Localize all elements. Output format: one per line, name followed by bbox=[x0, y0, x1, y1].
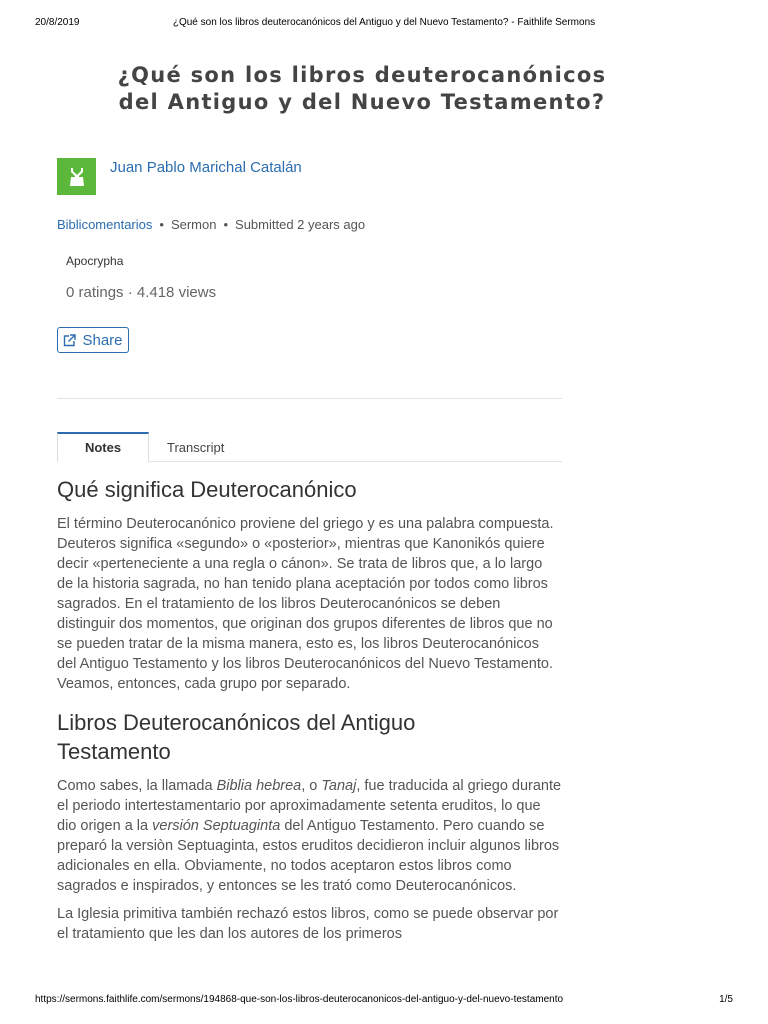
meta-separator: • bbox=[159, 217, 164, 232]
sermon-title bbox=[57, 62, 667, 116]
heading-que-significa: Qué significa Deuterocanónico bbox=[57, 477, 357, 502]
author-avatar[interactable] bbox=[57, 158, 96, 195]
text-run: del Antiguo Testamento. Pero cuando se preparó la versiòn Septuaginta, estos eruditos decidieron incluir algunos libros adicionales en ella. Obviamente, no todos aceptaron estos libros como sagrados e inspirados, y entonces se les trató como Deuterocanónicos. bbox=[57, 818, 560, 894]
section-divider bbox=[57, 398, 562, 399]
category-link[interactable]: Biblicomentarios bbox=[57, 217, 153, 232]
share-icon bbox=[63, 334, 76, 347]
print-date: 20/8/2019 bbox=[35, 17, 80, 28]
meta-separator: • bbox=[223, 217, 229, 232]
italic-text: Biblia hebrea bbox=[216, 778, 302, 794]
print-page-title: ¿Qué son los libros deuterocanónicos del Antiguo y del Nuevo Testamento? - Faithlife Sermons bbox=[172, 17, 596, 28]
print-url: https://sermons.faithlife.com/sermons/194868-que-son-los-libros-deuterocanonicos-del-antiguo-y-del-nuevo-testamento bbox=[35, 994, 564, 1005]
author-name-link[interactable]: Juan Pablo Marichal Catalán bbox=[110, 159, 302, 176]
text-run: , o bbox=[301, 778, 322, 794]
tabs-underline bbox=[148, 461, 562, 462]
heading-antiguo-testamento bbox=[57, 708, 562, 766]
italic-text: Tanaj bbox=[321, 778, 357, 794]
user-icon bbox=[68, 167, 86, 187]
text-run: Como sabes, la llamada bbox=[57, 778, 217, 794]
ratings-views: 0 ratings · 4.418 views bbox=[66, 284, 217, 301]
paragraph-definition: El término Deuterocanónico proviene del griego y es una palabra compuesta. Deuteros significa «segundo» o «posterior», mientras que Kanonikós quiere decir «perteneciente a una regla o cánon». Se trata de libros que, a lo largo de la historia sagrada, no han tenido plana aceptación por todos como libros sagrados. En el tratamiento de los libros Deuterocanónicos se deben distinguir dos momentos, que originan dos grupos diferentes de libros que no se pueden tratar de la misma manera, esto es, los libros Deuterocanónicos del Antiguo Testamento y los libros Deuterocanónicos del Nuevo Testamento. Veamos, entonces, cada grupo por separado. bbox=[57, 516, 554, 692]
share-button[interactable] bbox=[57, 327, 129, 353]
sermon-type: Sermon bbox=[170, 217, 217, 232]
sermon-title-line-2: del Antiguo y del Nuevo Testamento? bbox=[118, 90, 606, 114]
share-label: Share bbox=[82, 331, 123, 349]
submitted-date: Submitted 2 years ago bbox=[235, 217, 366, 232]
italic-text: versión Septuaginta bbox=[152, 818, 281, 834]
content-tabs bbox=[57, 432, 562, 462]
notes-content bbox=[57, 475, 562, 944]
tab-notes[interactable]: Notes bbox=[57, 432, 149, 462]
heading-line-2: Testamento bbox=[57, 739, 171, 764]
heading-line-1: Libros Deuterocanónicos del Antiguo bbox=[57, 710, 416, 735]
topic-tag[interactable]: Apocrypha bbox=[66, 254, 124, 268]
text-run: , fue traducida al griego durante el periodo intertestamentario por aproximadamente setenta eruditos, lo que dio origen a la bbox=[57, 778, 562, 834]
sermon-title-line-1: ¿Qué son los libros deuterocanónicos bbox=[117, 63, 607, 87]
tab-transcript[interactable]: Transcript bbox=[167, 440, 225, 455]
print-page-number: 1/5 bbox=[719, 994, 733, 1005]
paragraph-septuaginta bbox=[57, 776, 562, 896]
sermon-meta bbox=[57, 217, 365, 232]
paragraph-iglesia-primitiva: La Iglesia primitiva también rechazó estos libros, como se puede observar por el tratamiento que les dan los autores de los primeros bbox=[57, 906, 559, 942]
